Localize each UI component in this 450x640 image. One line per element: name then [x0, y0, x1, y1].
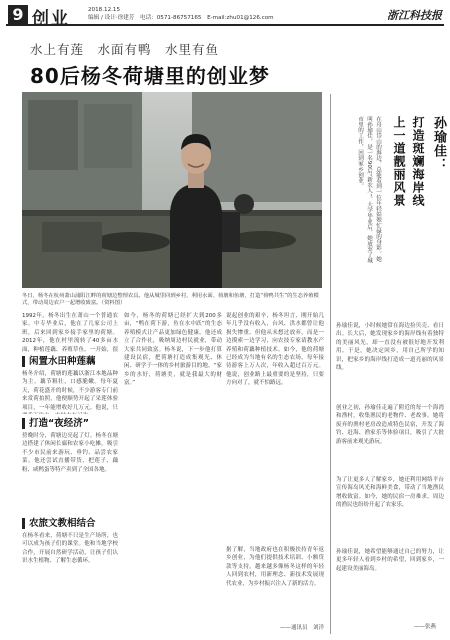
article-column-4: 据了解，当地政府也在积极扶持青年返乡创业，为他们提供技术培训、小额贷款等支持。越来越多像杨冬这样的年轻人回到农村，用新理念、新技术发展现代农业，为乡村振兴注入了新的活力。	[226, 547, 324, 587]
sidebar-paragraph-3: 为了让更多人了解家乡，她还利用网络平台宣传海岛风光和海鲜美食，带动了当地渔民增收致富。如今，她的民宿一房难求，周边的渔民也纷纷开起了农家乐。	[336, 477, 444, 509]
article-column-2: 如今，杨冬的荷塘已经扩大到200多亩，“鸭在荷下游，鱼在水中跃”的生态养殖模式让产品更加绿色健康。他还成立了合作社，吸纳周边村民就业，带动大家共同致富。杨冬说，下一步他打算建设民宿，把荷塘打造成集观光、休闲、研学于一体的乡村旅游目的地。“家乡的水好，荷塘美，就是我最大的财富。”	[124, 313, 222, 387]
sidebar-title-name: 孙瑜佳：	[431, 116, 446, 172]
section-title: 创业	[32, 9, 70, 29]
article-photo	[22, 92, 322, 288]
section-agritourism-text: 在杨冬看来，荷塘不只是生产场所，也可以成为孩子们的课堂。他和当地学校合作，开展自然研学活动，让孩子们认识水生植物、了解生态循环。	[22, 533, 118, 565]
article-byline: ——通讯员 刘洋	[279, 625, 324, 631]
issue-meta	[88, 7, 274, 22]
sidebar-title-line1: 打造斑斓海岸线	[411, 116, 425, 207]
sidebar-intro: 在舟山岱山的海边，总能看到一位年轻姑娘忙碌的身影。她叫孙瑜佳，是一名90后“新农人”。大学毕业后，她放弃了城市里的工作，回到家乡创业。	[357, 116, 381, 264]
newspaper-brand: 浙江科技报	[387, 9, 442, 22]
sidebar-title-line2: 上一道靓丽风景	[392, 116, 406, 207]
sidebar-paragraph-4: 孙瑜佳说，她希望能够通过自己的努力，让更多年轻人看到乡村的希望，回到家乡，一起建设美丽海岛。	[336, 549, 444, 572]
sidebar-paragraph-2: 创业之初，孙瑜佳走遍了附近的每一个海湾和渔村，收集渔民的老物件、老故事。她将废弃的渔村老房改造成特色民宿，开发了海钓、赶海、渔家乐等体验项目，吸引了大批游客前来观光游玩。	[336, 405, 444, 445]
photo-illustration	[22, 92, 322, 288]
masthead	[6, 4, 444, 29]
article-headline: 80后杨冬荷塘里的创业梦	[30, 64, 270, 88]
article-kicker: 水上有莲 水面有鸭 水里有鱼	[30, 42, 220, 57]
subhead-lotus: 闲置水田种莲藕	[22, 356, 96, 367]
page-number: 9	[8, 5, 28, 24]
section-lotus-text: 杨冬介绍，荷塘的莲藕以浙江本地品种为主，藕节粗壮，口感脆嫩。每年夏天，荷花盛开的时候，不少游客专门前来赏荷拍照，他便顺势开起了采莲体验项目，一年能增收好几万元。他说，只	[22, 371, 118, 411]
sidebar-headline	[386, 116, 448, 316]
sidebar-author: ——张燕	[414, 624, 437, 630]
sidebar-paragraph-1: 孙瑜佳说，小时候她常在海边捡贝壳、看日出。长大后，她发现家乡的海岸线有着独特的美丽风光，却一直没有被很好地开发利用。于是，她决定回乡，用自己所学的知识，把家乡的海岸线打造成一道亮丽的风景线。	[336, 323, 444, 372]
article-column-3: 说起创业的艰辛，杨冬坦言，刚开始几年几乎没有收入，台风、洪水都曾让他损失惨重。但他从未想过放弃，而是一边摸索一边学习，向农技专家请教水产养殖和荷藕种植技术。如今，他的荷塘已经成为当地有名的生态农场，每年接待游客上万人次，年收入超过百万元。他说，创业路上最重要的是坚持，只要方向对了，就不怕路远。	[226, 313, 324, 387]
article-intro: 1992年，杨冬出生在萧山一个普通农家。中专毕业后，他在了几家公司上班，后来回到家乡接手家里的荷塘。2012年，他在村里流转了40多亩水面，种植莲藕、养殖草鱼。一开始，很	[22, 313, 118, 352]
photo-caption: 冬日，杨冬在杭州萧山浦阳江畔的荷塘边整理农具。他从城里回到乡村，利用水面、荷塘和鱼塘，打造“荷鸭共生”的生态养殖模式，带动周边农户一起增收致富。（资料图）	[22, 293, 319, 307]
editor-contact: 编辑 / 设计·徐建芳 电话：0571-86757165 E-mail:zhu01@126.com	[88, 14, 274, 21]
subhead-agritourism: 农旅文教相结合	[22, 518, 96, 529]
section-night-text: 傍晚时分，荷塘边亮起了灯。杨冬在塘边搭建了休闲长廊和农家小吃摊，吸引不少市民前来游玩、垂钓、品尝农家菜。他还尝试直播带货，把莲子、藕粉、咸鸭蛋等特产卖到了全国各地。	[22, 433, 118, 473]
subhead-night-economy: 打造“夜经济”	[22, 418, 89, 429]
column-divider	[330, 94, 331, 634]
issue-date: 2018.12.15	[88, 7, 121, 13]
